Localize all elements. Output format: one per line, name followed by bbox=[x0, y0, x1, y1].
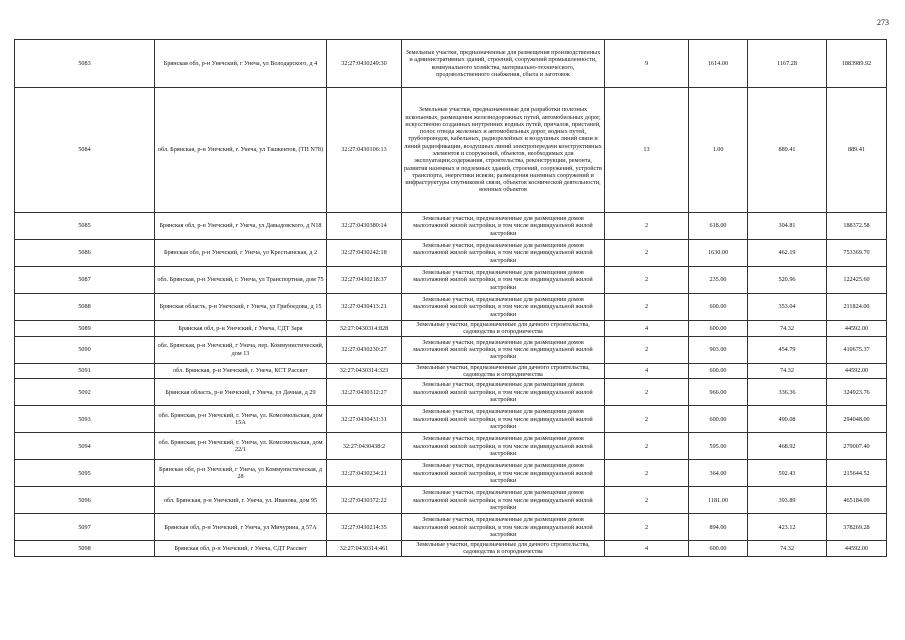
cadastral-value-cell: 1883989.92 bbox=[827, 40, 887, 88]
permitted-use-cell: Земельные участки, предназначенные для размещения домов малоэтажной жилой застройки, в том числе индивидуальной жилой застройки bbox=[402, 406, 605, 433]
cadastral-number-cell: 32:27:0430249:30 bbox=[327, 40, 402, 88]
cadastral-number-cell: 32:27:0430314:461 bbox=[327, 541, 402, 557]
unit-value-cell: 74.32 bbox=[748, 541, 827, 557]
use-class-cell: 2 bbox=[605, 379, 689, 406]
unit-value-cell: 468.92 bbox=[748, 433, 827, 460]
cadastral-number-cell: 32:27:0430230:27 bbox=[327, 336, 402, 363]
row-number-cell: 5097 bbox=[15, 514, 155, 541]
cadastral-value-cell: 324923.76 bbox=[827, 379, 887, 406]
unit-value-cell: 490.08 bbox=[748, 406, 827, 433]
cadastral-number-cell: 32:27:0430380:14 bbox=[327, 213, 402, 240]
cadastral-number-cell: 32:27:0430214:35 bbox=[327, 514, 402, 541]
address-cell: Брянская обл, р-н Унечский, г Унеча, ул Мичурина, д 57А bbox=[155, 514, 327, 541]
row-number-cell: 5094 bbox=[15, 433, 155, 460]
permitted-use-cell: Земельные участки, предназначенные для разработки полезных ископаемых, размещения железнодорожных путей, автомобильных дорог, искусственно созданных внутренних водных путей, причалов, пристаней, полос отвода железных и автомобильных дорог, водных путей, трубопроводов, кабельных, радиорелейных и воздушных линий связи и линий радиофикации, воздушных линий электропередачи конструктивных элементов и сооружений, объектов, необходимых для эксплуатации,содержания, строительства, реконструкции, ремонта, развития наземных и подземных зданий, строений, сооружений, устройств транспорта, энергетики исвязи; размещения наземных сооружений и инфраструктуры спутниковой связи, объектов космической деятельности, военных объектов bbox=[402, 88, 605, 213]
cadastral-value-cell: 122425.60 bbox=[827, 267, 887, 294]
use-class-cell: 4 bbox=[605, 541, 689, 557]
table-row bbox=[15, 433, 887, 460]
unit-value-cell: 462.19 bbox=[748, 240, 827, 267]
use-class-cell: 2 bbox=[605, 487, 689, 514]
use-class-cell: 13 bbox=[605, 88, 689, 213]
table-row bbox=[15, 487, 887, 514]
use-class-cell: 2 bbox=[605, 213, 689, 240]
cadastral-number-cell: 32:27:0430314:828 bbox=[327, 321, 402, 337]
area-cell: 1630.00 bbox=[689, 240, 748, 267]
area-cell: 966.00 bbox=[689, 379, 748, 406]
cadastral-number-cell: 32:27:0430218:37 bbox=[327, 267, 402, 294]
unit-value-cell: 74.32 bbox=[748, 363, 827, 379]
table-row bbox=[15, 514, 887, 541]
cadastral-value-cell: 753369.70 bbox=[827, 240, 887, 267]
row-number-cell: 5098 bbox=[15, 541, 155, 557]
address-cell: обл. Брянская, р-н Унечский, г. Унеча, ул. Комсомольская, дом 15А bbox=[155, 406, 327, 433]
cadastral-number-cell: 32:27:0430431:31 bbox=[327, 406, 402, 433]
unit-value-cell: 393.89 bbox=[748, 487, 827, 514]
cadastral-value-cell: 44592.00 bbox=[827, 321, 887, 337]
table-row bbox=[15, 363, 887, 379]
permitted-use-cell: Земельные участки, предназначенные для дачного строительства, садоводства и огородничества bbox=[402, 321, 605, 337]
permitted-use-cell: Земельные участки, предназначенные для размещения домов малоэтажной жилой застройки, в том числе индивидуальной жилой застройки bbox=[402, 267, 605, 294]
table-row bbox=[15, 541, 887, 557]
permitted-use-cell: Земельные участки, предназначенные для размещения домов малоэтажной жилой застройки, в том числе индивидуальной жилой застройки bbox=[402, 213, 605, 240]
row-number-cell: 5086 bbox=[15, 240, 155, 267]
cadastral-number-cell: 32:27:0430372:22 bbox=[327, 487, 402, 514]
table-row bbox=[15, 267, 887, 294]
unit-value-cell: 1167.28 bbox=[748, 40, 827, 88]
cadastral-number-cell: 32:27:0430314:323 bbox=[327, 363, 402, 379]
address-cell: Брянская обл, р-н Унечский, г Унеча, ул Крестьянская, д 2 bbox=[155, 240, 327, 267]
address-cell: обл. Брянская, р-н Унечский, г. Унеча, ул. Иванова, дом 95 bbox=[155, 487, 327, 514]
address-cell: Брянская обл, р-н Унечский, г Унеча, ул Давыдовского, д N18 bbox=[155, 213, 327, 240]
area-cell: 1614.00 bbox=[689, 40, 748, 88]
row-number-cell: 5088 bbox=[15, 294, 155, 321]
row-number-cell: 5096 bbox=[15, 487, 155, 514]
use-class-cell: 4 bbox=[605, 363, 689, 379]
unit-value-cell: 520.96 bbox=[748, 267, 827, 294]
table-row bbox=[15, 240, 887, 267]
cadastral-number-cell: 32:27:0430312:27 bbox=[327, 379, 402, 406]
address-cell: Брянская обл, р-н Унечский, г Унеча, ул Коммунистическая, д 28 bbox=[155, 460, 327, 487]
land-registry-table bbox=[14, 39, 887, 557]
address-cell: обл. Брянская, р-н Унечский, г. Унеча, ул. Комсомольская, дом 22/1 bbox=[155, 433, 327, 460]
cadastral-value-cell: 188372.58 bbox=[827, 213, 887, 240]
permitted-use-cell: Земельные участки, предназначенные для дачного строительства, садоводства и огородничества bbox=[402, 541, 605, 557]
area-cell: 1.00 bbox=[689, 88, 748, 213]
cadastral-value-cell: 294048.00 bbox=[827, 406, 887, 433]
row-number-cell: 5084 bbox=[15, 88, 155, 213]
area-cell: 600.00 bbox=[689, 294, 748, 321]
use-class-cell: 9 bbox=[605, 40, 689, 88]
permitted-use-cell: Земельные участки, предназначенные для размещения домов малоэтажной жилой застройки, в том числе индивидуальной жилой застройки bbox=[402, 379, 605, 406]
use-class-cell: 2 bbox=[605, 294, 689, 321]
unit-value-cell: 454.79 bbox=[748, 336, 827, 363]
address-cell: обл. Брянская, р-н Унечский, г. Унеча, ул Транспортная, дом 75 bbox=[155, 267, 327, 294]
cadastral-number-cell: 32:27:0430234:21 bbox=[327, 460, 402, 487]
unit-value-cell: 74.32 bbox=[748, 321, 827, 337]
table-row bbox=[15, 213, 887, 240]
use-class-cell: 2 bbox=[605, 433, 689, 460]
table-row bbox=[15, 321, 887, 337]
area-cell: 903.00 bbox=[689, 336, 748, 363]
cadastral-value-cell: 44592.00 bbox=[827, 541, 887, 557]
cadastral-value-cell: 211824.00 bbox=[827, 294, 887, 321]
use-class-cell: 2 bbox=[605, 460, 689, 487]
unit-value-cell: 592.43 bbox=[748, 460, 827, 487]
permitted-use-cell: Земельные участки, предназначенные для размещения домов малоэтажной жилой застройки, в том числе индивидуальной жилой застройки bbox=[402, 460, 605, 487]
table-row bbox=[15, 379, 887, 406]
address-cell: Брянская обл, р-н Унечский, г Унеча, СДТ Заря bbox=[155, 321, 327, 337]
table-row bbox=[15, 88, 887, 213]
row-number-cell: 5095 bbox=[15, 460, 155, 487]
row-number-cell: 5089 bbox=[15, 321, 155, 337]
area-cell: 600.00 bbox=[689, 406, 748, 433]
cadastral-value-cell: 279007.40 bbox=[827, 433, 887, 460]
use-class-cell: 2 bbox=[605, 267, 689, 294]
use-class-cell: 2 bbox=[605, 514, 689, 541]
cadastral-number-cell: 32:27:0430413:21 bbox=[327, 294, 402, 321]
permitted-use-cell: Земельные участки, предназначенные для размещения домов малоэтажной жилой застройки, в том числе индивидуальной жилой застройки bbox=[402, 514, 605, 541]
permitted-use-cell: Земельные участки, предназначенные для размещения домов малоэтажной жилой застройки, в том числе индивидуальной жилой застройки bbox=[402, 336, 605, 363]
permitted-use-cell: Земельные участки, предназначенные для дачного строительства, садоводства и огородничества bbox=[402, 363, 605, 379]
address-cell: обл. Брянская, р-н Унечский, г Унеча, пер. Коммунистический, дом 13 bbox=[155, 336, 327, 363]
page-number: 273 bbox=[877, 18, 889, 27]
row-number-cell: 5087 bbox=[15, 267, 155, 294]
cadastral-value-cell: 378269.28 bbox=[827, 514, 887, 541]
table-row bbox=[15, 460, 887, 487]
cadastral-value-cell: 465184.09 bbox=[827, 487, 887, 514]
row-number-cell: 5085 bbox=[15, 213, 155, 240]
unit-value-cell: 889.41 bbox=[748, 88, 827, 213]
use-class-cell: 2 bbox=[605, 406, 689, 433]
row-number-cell: 5091 bbox=[15, 363, 155, 379]
row-number-cell: 5090 bbox=[15, 336, 155, 363]
address-cell: Брянская область, р-н Унечский, г Унеча, ул Грибоедова, д 15 bbox=[155, 294, 327, 321]
permitted-use-cell: Земельные участки, предназначенные для размещения домов малоэтажной жилой застройки, в том числе индивидуальной жилой застройки bbox=[402, 240, 605, 267]
address-cell: Брянская обл, р-н Унечский, г Унеча, СДТ Рассвет bbox=[155, 541, 327, 557]
area-cell: 1181.00 bbox=[689, 487, 748, 514]
permitted-use-cell: Земельные участки, предназначенные для размещения производственных и административных зданий, строений, сооружений промышленности, коммунального хозяйства, материально-технического, продовольственного снабжения, сбыта и заготовок bbox=[402, 40, 605, 88]
row-number-cell: 5083 bbox=[15, 40, 155, 88]
cadastral-value-cell: 889.41 bbox=[827, 88, 887, 213]
row-number-cell: 5093 bbox=[15, 406, 155, 433]
table-row bbox=[15, 294, 887, 321]
cadastral-value-cell: 44592.00 bbox=[827, 363, 887, 379]
area-cell: 595.00 bbox=[689, 433, 748, 460]
area-cell: 235.00 bbox=[689, 267, 748, 294]
permitted-use-cell: Земельные участки, предназначенные для размещения домов малоэтажной жилой застройки, в том числе индивидуальной жилой застройки bbox=[402, 433, 605, 460]
cadastral-value-cell: 410675.37 bbox=[827, 336, 887, 363]
unit-value-cell: 423.12 bbox=[748, 514, 827, 541]
area-cell: 618.00 bbox=[689, 213, 748, 240]
table-row bbox=[15, 336, 887, 363]
use-class-cell: 4 bbox=[605, 321, 689, 337]
permitted-use-cell: Земельные участки, предназначенные для размещения домов малоэтажной жилой застройки, в том числе индивидуальной жилой застройки bbox=[402, 487, 605, 514]
area-cell: 600.00 bbox=[689, 321, 748, 337]
address-cell: обл. Брянская, р-н Унечский, г. Унеча, ул Ташкентов, (ТП N78) bbox=[155, 88, 327, 213]
use-class-cell: 2 bbox=[605, 240, 689, 267]
table-body bbox=[15, 40, 887, 557]
cadastral-number-cell: 32:27:0430438:2 bbox=[327, 433, 402, 460]
area-cell: 600.00 bbox=[689, 541, 748, 557]
unit-value-cell: 304.81 bbox=[748, 213, 827, 240]
cadastral-number-cell: 32:27:0430106:13 bbox=[327, 88, 402, 213]
permitted-use-cell: Земельные участки, предназначенные для размещения домов малоэтажной жилой застройки, в том числе индивидуальной жилой застройки bbox=[402, 294, 605, 321]
table-row bbox=[15, 406, 887, 433]
address-cell: обл. Брянская, р-н Унечский, г. Унеча, КСТ Рассвет bbox=[155, 363, 327, 379]
area-cell: 600.00 bbox=[689, 363, 748, 379]
address-cell: Брянская область, р-н Унечский, г Унеча, ул Дачная, д 29 bbox=[155, 379, 327, 406]
area-cell: 364.00 bbox=[689, 460, 748, 487]
table-row bbox=[15, 40, 887, 88]
use-class-cell: 2 bbox=[605, 336, 689, 363]
unit-value-cell: 336.36 bbox=[748, 379, 827, 406]
cadastral-value-cell: 215644.52 bbox=[827, 460, 887, 487]
area-cell: 894.00 bbox=[689, 514, 748, 541]
row-number-cell: 5092 bbox=[15, 379, 155, 406]
cadastral-number-cell: 32:27:0430242:18 bbox=[327, 240, 402, 267]
unit-value-cell: 353.04 bbox=[748, 294, 827, 321]
address-cell: Брянская обл, р-н Унечский, г Унеча, ул Володарского, д 4 bbox=[155, 40, 327, 88]
